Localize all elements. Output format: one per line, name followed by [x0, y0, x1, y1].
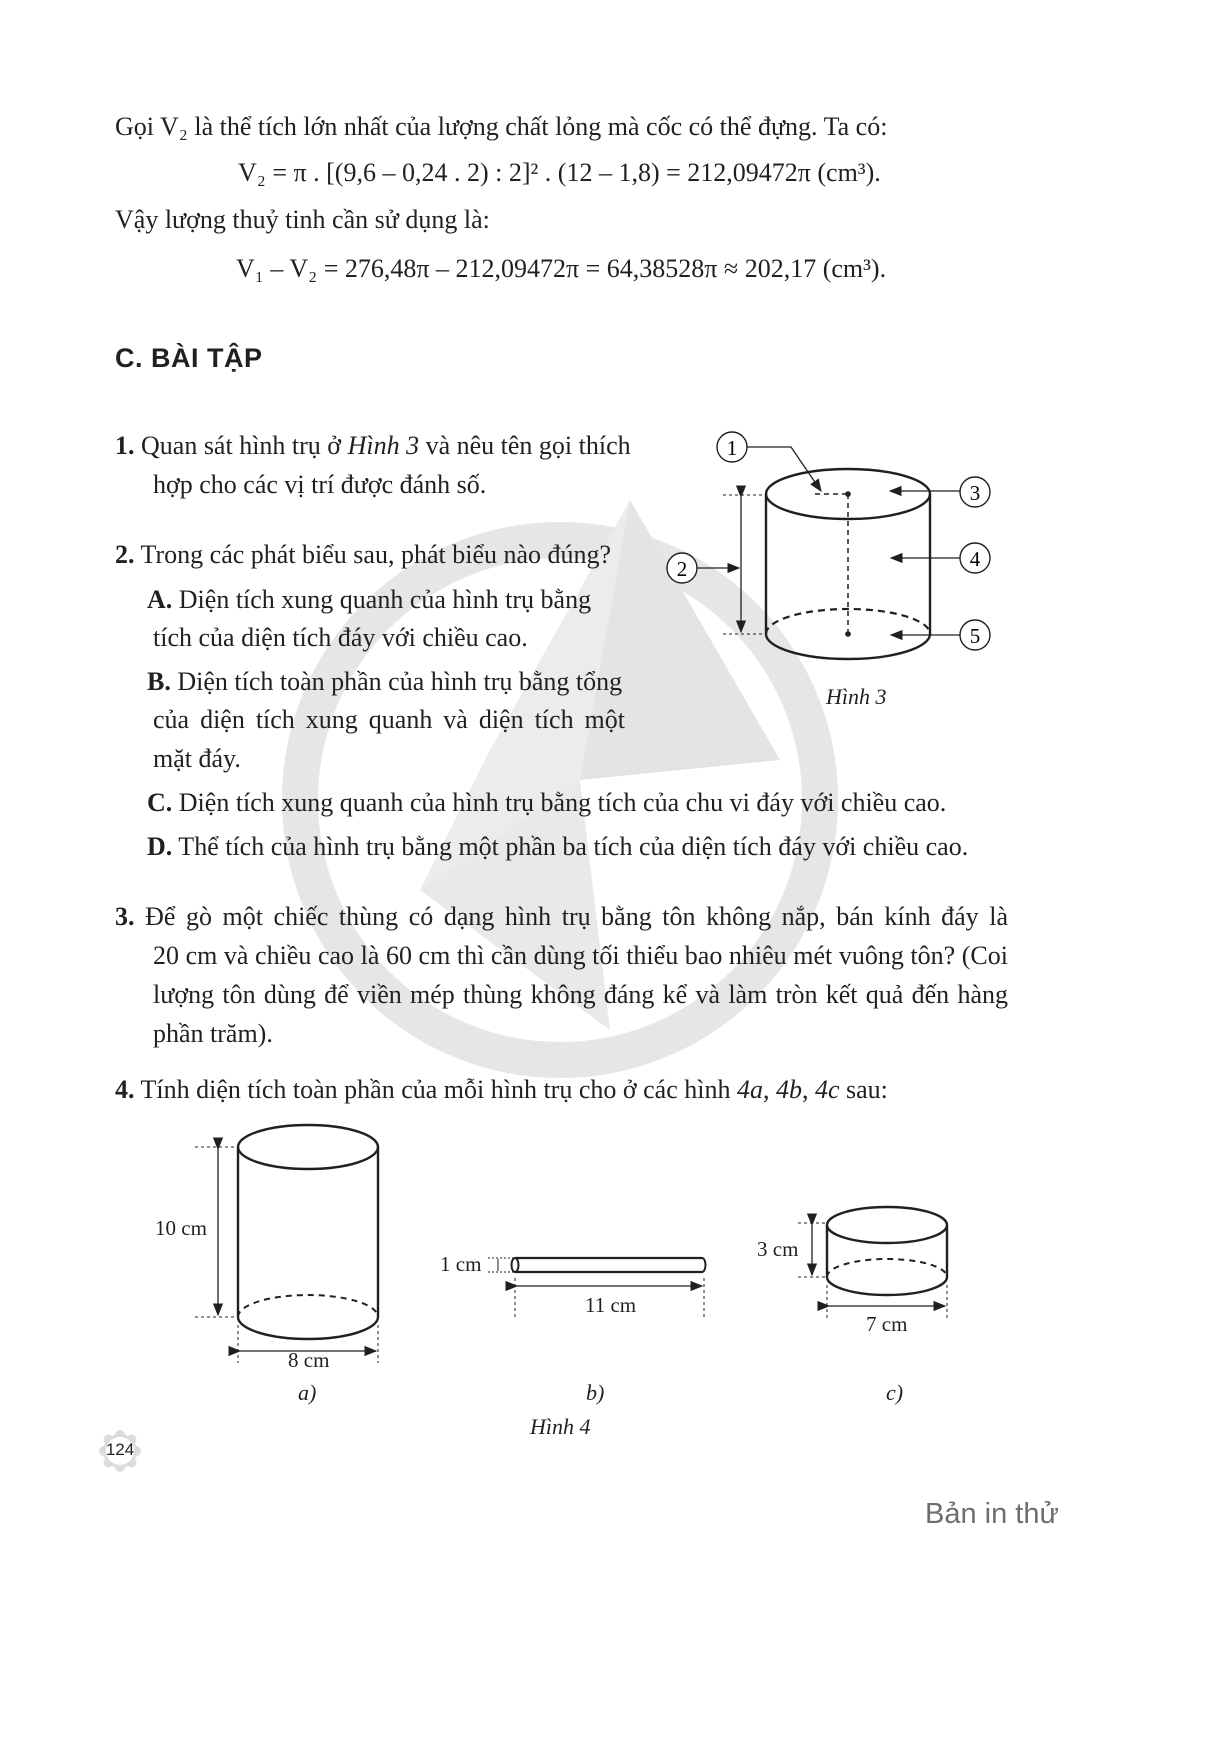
figure-4c-cylinder [780, 1200, 970, 1330]
exercise-3-line-4: phần trăm). [153, 1019, 273, 1048]
figure-ref-4b: 4b [775, 1075, 802, 1104]
intro-line-1: Gọi V₂ là thể tích lớn nhất của lượng chất lỏng mà cốc có thể đựng. Ta có: [115, 112, 888, 141]
separator-1: , [762, 1075, 776, 1104]
equation-v2: V₂ = π . [(9,6 – 0,24 . 2) : 2]² . (12 – 1,8) = 212,09472π (cm³). [238, 158, 881, 187]
option-b-text: Diện tích toàn phần của hình trụ bằng tổng [170, 667, 623, 696]
option-b [147, 660, 625, 703]
draft-watermark-text: Bản in thử [925, 1498, 1059, 1530]
figure-4a-height-label: 10 cm [155, 1216, 207, 1240]
figure-4-caption: Hình 4 [530, 1414, 591, 1439]
exercise-4-text-end: sau: [839, 1075, 888, 1104]
section-heading: C. BÀI TẬP [115, 343, 263, 373]
exercise-1-text: Quan sát hình trụ ở [134, 431, 348, 460]
option-a-line-2: tích của diện tích đáy với chiều cao. [153, 623, 528, 652]
option-c-letter: C. [147, 788, 173, 817]
exercise-2-number: 2. [115, 540, 135, 569]
exercise-4-text: Tính diện tích toàn phần của mỗi hình trụ cho ở các hình [134, 1075, 737, 1104]
svg-text:1: 1 [726, 436, 738, 460]
exercise-3-line-3: lượng tôn dùng để viền mép thùng không đáng kể và làm tròn kết quả đến hàng [153, 980, 1008, 1009]
option-a-text: Diện tích xung quanh của hình trụ bằng [172, 585, 592, 614]
exercise-2-question: Trong các phát biểu sau, phát biểu nào đúng? [134, 540, 612, 569]
exercise-3-line-2: 20 cm và chiều cao là 60 cm thì cần dùng tối thiểu bao nhiêu mét vuông tôn? (Coi [153, 941, 1008, 970]
exercise-1-number: 1. [115, 431, 135, 460]
option-b-line-2: của diện tích xung quanh và diện tích một [153, 705, 625, 734]
exercise-3-number: 3. [115, 902, 135, 931]
option-d-letter: D. [147, 832, 173, 861]
exercise-1-figure-ref: Hình 3 [347, 431, 420, 460]
exercise-1-line-2: hợp cho các vị trí được đánh số. [153, 470, 487, 499]
figure-4b-label: b) [586, 1380, 605, 1405]
svg-text:2: 2 [676, 557, 688, 581]
figure-4c-diameter-label: 7 cm [866, 1312, 908, 1336]
svg-text:4: 4 [969, 547, 981, 571]
figure-4b-height-label: 1 cm [440, 1252, 482, 1276]
figure-4b-length-label: 11 cm [585, 1293, 637, 1317]
exercise-1-text-end: và nêu tên gọi thích [419, 431, 631, 460]
figure-4a-label: a) [298, 1380, 317, 1405]
page-number-badge [99, 1430, 141, 1472]
exercise-2 [115, 533, 611, 576]
figure-4a-diameter-label: 8 cm [288, 1348, 330, 1372]
figure-3-caption: Hình 3 [826, 684, 887, 709]
option-b-line-3: mặt đáy. [153, 744, 241, 773]
page-number: 124 [105, 1440, 135, 1459]
figure-4a-cylinder [150, 1115, 400, 1375]
exercise-3 [115, 895, 1008, 938]
option-c-text: Diện tích xung quanh của hình trụ bằng tích của chu vi đáy với chiều cao. [172, 788, 947, 817]
intro-line-2: Vậy lượng thuỷ tinh cần sử dụng là: [115, 205, 490, 234]
option-b-letter: B. [147, 667, 171, 696]
separator-2: , [801, 1075, 815, 1104]
figure-4c-height-label: 3 cm [757, 1237, 799, 1261]
exercise-3-text: Để gò một chiếc thùng có dạng hình trụ bằng tôn không nắp, bán kính đáy là [134, 902, 1008, 931]
option-a-letter: A. [147, 585, 173, 614]
figure-ref-4c: 4c [814, 1075, 840, 1104]
svg-text:5: 5 [969, 624, 981, 648]
exercise-4 [115, 1068, 888, 1111]
svg-text:3: 3 [969, 481, 981, 505]
figure-ref-4a: 4a [736, 1075, 763, 1104]
option-d-text: Thể tích của hình trụ bằng một phần ba tích của diện tích đáy với chiều cao. [172, 832, 969, 861]
figure-3-cylinder [655, 425, 1005, 670]
figure-4c-label: c) [886, 1380, 904, 1405]
exercise-1 [115, 424, 635, 467]
option-c [147, 781, 946, 824]
exercise-4-number: 4. [115, 1075, 135, 1104]
equation-glass-volume: V₁ – V₂ = 276,48π – 212,09472π = 64,38528π ≈ 202,17 (cm³). [236, 254, 887, 283]
option-a [147, 578, 625, 621]
option-d [147, 825, 968, 868]
